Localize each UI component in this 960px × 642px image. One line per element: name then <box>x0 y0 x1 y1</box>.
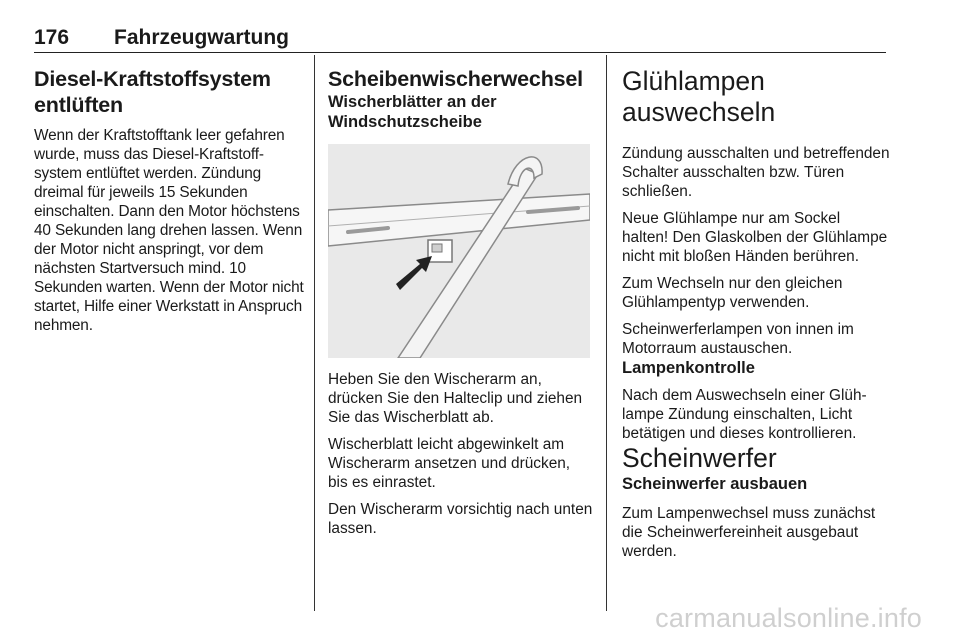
wiper-blade-icon <box>328 144 590 358</box>
wiper-illustration <box>328 144 590 358</box>
heading-headlight: Scheinwerfer <box>622 443 777 473</box>
paragraph-wiper-1: Heben Sie den Wischerarm an, drücken Sie den Halteclip und ziehen Sie das Wischerblatt ab. <box>328 371 583 426</box>
paragraph-lamp-check: Nach dem Auswechseln einer Glühlampe Zündung einschalten, Licht betätigen und dieses kontrollieren. <box>622 387 867 442</box>
column-diesel <box>34 66 304 335</box>
paragraph-bulbs-4: Scheinwerferlampen von innen im Motorraum austauschen. <box>622 321 854 357</box>
subheading-lamp-check: Lampenkontrolle <box>622 359 755 377</box>
heading-diesel: Diesel-Kraftstoffsystem entlüften <box>34 67 271 117</box>
subheading-headlight-removal: Scheinwerfer ausbauen <box>622 475 808 493</box>
subheading-wiper-blades: Wischerblätter an der Windschutzscheibe <box>328 93 497 131</box>
column-bulbs <box>622 66 890 561</box>
paragraph-bulbs-2: Neue Glühlampe nur am Sockel halten! Den Glaskolben der Glühlampe nicht mit bloßen Händen berühren. <box>622 210 888 265</box>
heading-wiper: Scheibenwischerwechsel <box>328 67 583 91</box>
paragraph-headlight: Zum Lampenwechsel muss zunächst die Scheinwerfereinheit ausgebaut werden. <box>622 505 876 560</box>
page-number: 176 <box>34 26 70 49</box>
paragraph-bulbs-1: Zündung ausschalten und betreffenden Schalter ausschalten bzw. Türen schließen. <box>622 145 890 200</box>
paragraph-wiper-2: Wischerblatt leicht abgewinkelt am Wischerarm ansetzen und drücken, bis es einrastet. <box>328 436 571 491</box>
page-header <box>34 26 886 53</box>
column-divider <box>314 55 315 611</box>
watermark: carmanualsonline.info <box>655 603 922 633</box>
paragraph-diesel: Wenn der Kraftstofftank leer gefahren wurde, muss das Diesel-Kraftstoffsystem entlüftet werden. Zündung dreimal für jeweils 15 Sekunden einschalten. Dann den Motor höchstens 40 Sekunden lang drehen lassen. Wenn der Motor nicht anspringt, vor dem nächsten Startversuch mind. 10 Sekunden warten. Wenn der Motor nicht startet, Hilfe einer Werkstatt in Anspruch nehmen. <box>34 127 304 334</box>
paragraph-wiper-3: Den Wischerarm vorsichtig nach unten lassen. <box>328 501 593 537</box>
paragraph-bulbs-3: Zum Wechseln nur den gleichen Glühlampentyp verwenden. <box>622 275 843 311</box>
heading-bulbs: Glühlampen auswechseln <box>622 66 776 127</box>
page-title: Fahrzeugwartung <box>114 26 290 49</box>
column-divider <box>606 55 607 611</box>
column-wiper <box>328 66 594 538</box>
